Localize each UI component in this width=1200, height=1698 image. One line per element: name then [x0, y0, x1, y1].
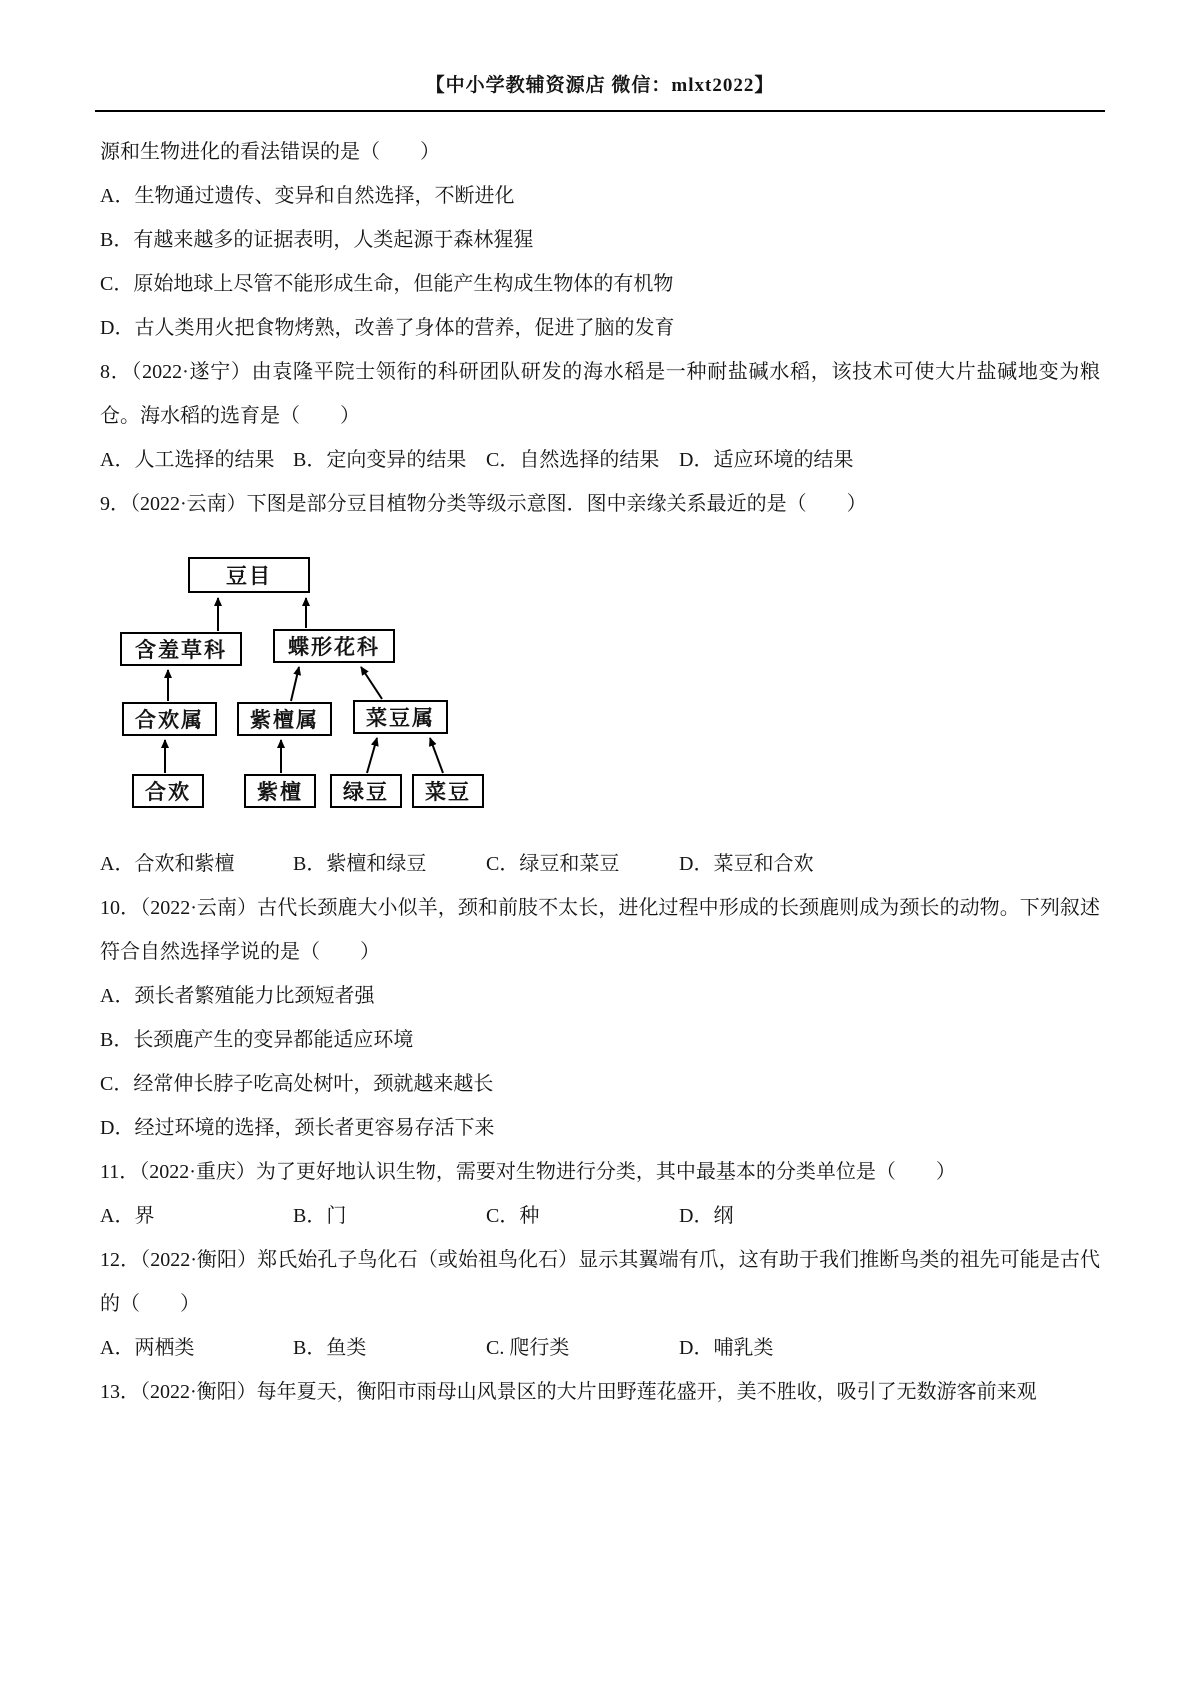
arrow-species4-to-genus3-icon	[430, 738, 443, 773]
q9-stem: 9．（2022·云南）下图是部分豆目植物分类等级示意图．图中亲缘关系最近的是（ ）	[100, 493, 867, 515]
diagram-node-genus2: 紫檀属	[237, 702, 332, 736]
q7-option-b: B．有越来越多的证据表明，人类起源于森林猩猩	[100, 229, 534, 251]
q11-option-c: C．种	[486, 1205, 540, 1227]
q8-option-d: D．适应环境的结果	[679, 449, 854, 471]
q7-option-c: C．原始地球上尽管不能形成生命，但能产生构成生物体的有机物	[100, 273, 674, 295]
diagram-node-species3: 绿豆	[330, 774, 402, 808]
diagram-node-species1: 合欢	[132, 774, 204, 808]
document-body	[0, 112, 1200, 1414]
arrow-genus3-to-family2-icon	[361, 667, 382, 699]
arrow-species3-to-genus3-icon	[367, 738, 377, 773]
diagram-node-family1: 含羞草科	[120, 632, 242, 666]
q11-options-row	[100, 1194, 1100, 1238]
q11-option-b: B．门	[293, 1205, 347, 1227]
diagram-node-order: 豆目	[188, 557, 310, 593]
q10-option-d: D．经过环境的选择，颈长者更容易存活下来	[100, 1117, 495, 1139]
diagram-node-genus1: 合欢属	[122, 702, 217, 736]
q8-options-row	[100, 438, 1100, 482]
q9-option-d: D．菜豆和合欢	[679, 853, 814, 875]
q11-stem: 11．（2022·重庆）为了更好地认识生物，需要对生物进行分类，其中最基本的分类单位是（ ）	[100, 1161, 956, 1183]
q11-option-a: A．界	[100, 1205, 155, 1227]
q9-option-a: A．合欢和紫檀	[100, 853, 235, 875]
q12-option-c: C. 爬行类	[486, 1337, 570, 1359]
q10-option-b: B．长颈鹿产生的变异都能适应环境	[100, 1029, 414, 1051]
q10-stem: 10．（2022·云南）古代长颈鹿大小似羊，颈和前肢不太长，进化过程中形成的长颈鹿则成为颈长的动物。下列叙述符合自然选择学说的是（ ）	[100, 897, 1100, 963]
arrow-genus2-to-family2-icon	[291, 667, 299, 701]
q11-option-d: D．纲	[679, 1205, 734, 1227]
q9-option-c: C．绿豆和菜豆	[486, 853, 620, 875]
q7-option-d: D．古人类用火把食物烤熟，改善了身体的营养，促进了脑的发育	[100, 317, 675, 339]
q10-option-c: C．经常伸长脖子吃高处树叶，颈就越来越长	[100, 1073, 494, 1095]
q8-stem: 8．（2022·遂宁）由袁隆平院士领衔的科研团队研发的海水稻是一种耐盐碱水稻，该技术可使大片盐碱地变为粮仓。海水稻的选育是（ ）	[100, 361, 1100, 427]
q12-options-row	[100, 1326, 1100, 1370]
q8-option-c: C．自然选择的结果	[486, 449, 660, 471]
q13-stem: 13．（2022·衡阳）每年夏天，衡阳市雨母山风景区的大片田野莲花盛开，美不胜收，吸引了无数游客前来观	[100, 1381, 1037, 1403]
diagram-node-family2: 蝶形花科	[273, 629, 395, 663]
q8-option-b: B．定向变异的结果	[293, 449, 467, 471]
page-header	[0, 0, 1200, 97]
classification-diagram	[110, 554, 540, 812]
q8-option-a: A．人工选择的结果	[100, 449, 275, 471]
q9-option-b: B．紫檀和绿豆	[293, 853, 427, 875]
q7-option-a: A．生物通过遗传、变异和自然选择，不断进化	[100, 185, 515, 207]
q7-stem-tail: 源和生物进化的看法错误的是（ ）	[100, 141, 440, 163]
diagram-node-species4: 菜豆	[412, 774, 484, 808]
diagram-node-species2: 紫檀	[244, 774, 316, 808]
q12-stem: 12．（2022·衡阳）郑氏始孔子鸟化石（或始祖鸟化石）显示其翼端有爪，这有助于我们推断鸟类的祖先可能是古代的（ ）	[100, 1249, 1100, 1315]
header-title: 【中小学教辅资源店 微信：mlxt2022】	[425, 75, 775, 96]
q9-options-row	[100, 842, 1100, 886]
q12-option-b: B．鱼类	[293, 1337, 367, 1359]
q10-option-a: A．颈长者繁殖能力比颈短者强	[100, 985, 375, 1007]
q12-option-d: D．哺乳类	[679, 1337, 774, 1359]
q12-option-a: A．两栖类	[100, 1337, 195, 1359]
diagram-node-genus3: 菜豆属	[353, 700, 448, 734]
